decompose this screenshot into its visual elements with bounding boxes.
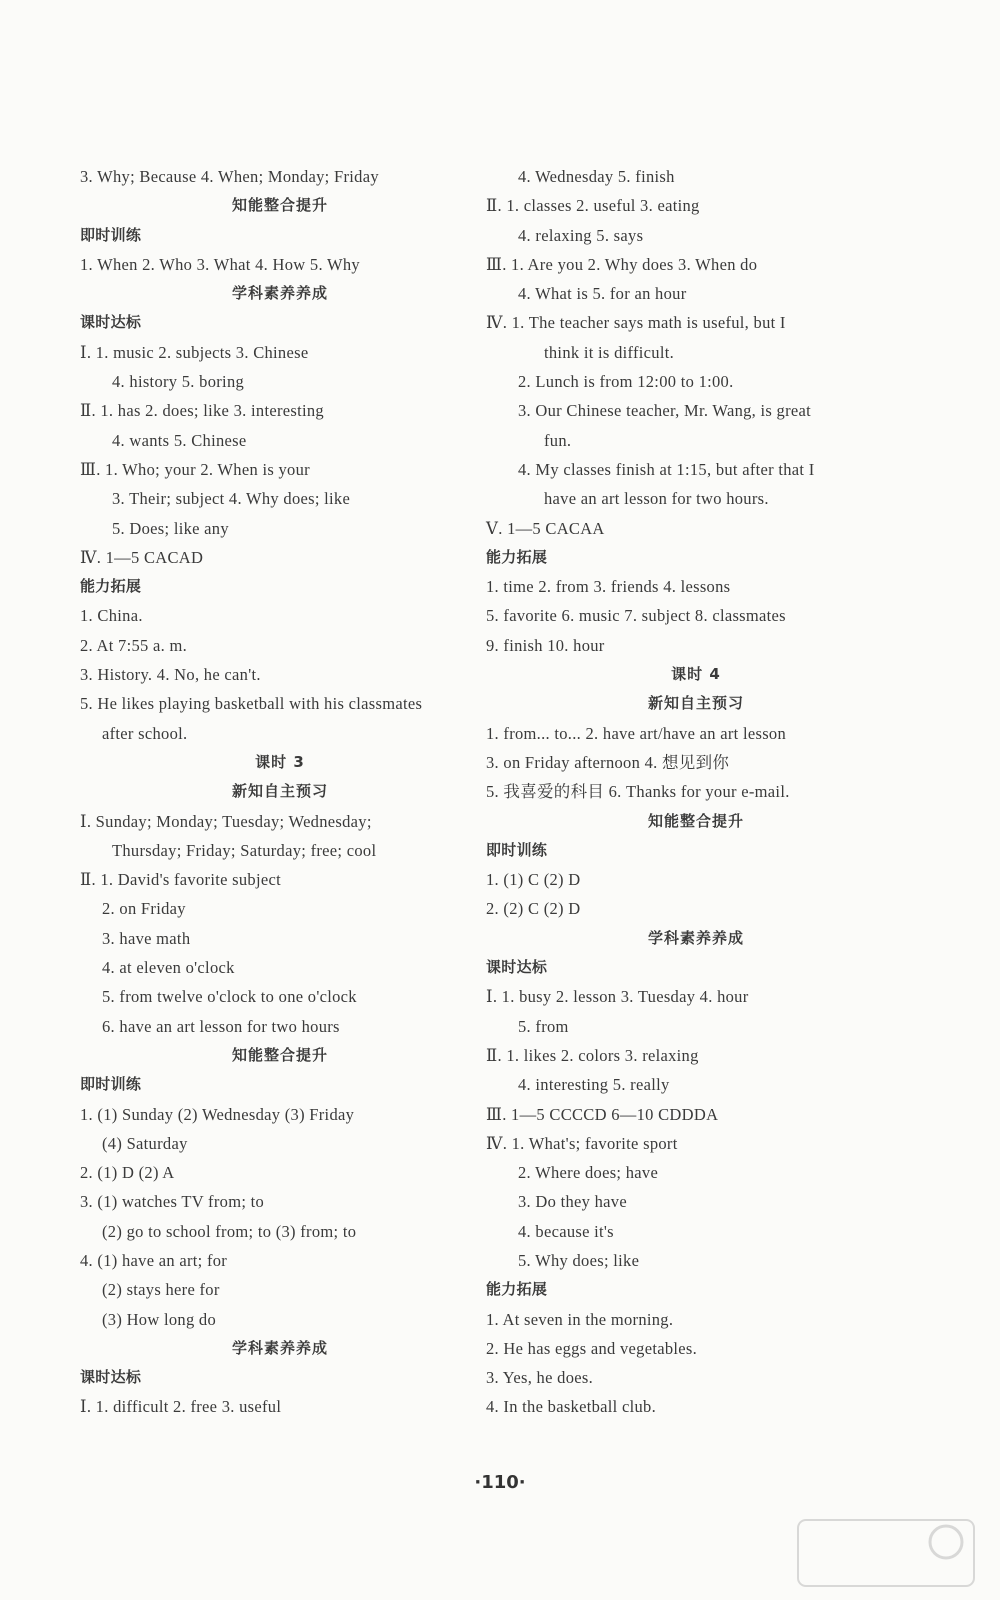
- answer-line: Ⅴ. 1—5 CACAA: [486, 518, 605, 538]
- answer-line: 1. (1) Sunday (2) Wednesday (3) Friday: [80, 1104, 355, 1124]
- answer-line: 1. from... to... 2. have art/have an art lesson: [486, 723, 787, 743]
- answer-line: 4. history 5. boring: [112, 372, 245, 392]
- answer-line: 2. At 7:55 a. m.: [80, 635, 188, 655]
- answer-line: 5. from twelve o'clock to one o'clock: [102, 987, 357, 1007]
- answer-line: Ⅲ. 1. Are you 2. Why does 3. When do: [486, 254, 758, 274]
- answer-line: 6. have an art lesson for two hours: [102, 1016, 340, 1036]
- answer-line: (2) stays here for: [102, 1280, 220, 1300]
- answer-line: Ⅰ. 1. busy 2. lesson 3. Tuesday 4. hour: [486, 987, 749, 1007]
- answer-line: 9. finish 10. hour: [486, 635, 605, 655]
- answer-line: Ⅰ. Sunday; Monday; Tuesday; Wednesday;: [80, 811, 372, 831]
- answer-line: Ⅱ. 1. likes 2. colors 3. relaxing: [486, 1045, 699, 1065]
- answer-line: 4. (1) have an art; for: [80, 1250, 228, 1270]
- section-label: 即时训练: [80, 1075, 142, 1094]
- answer-line: 1. China.: [80, 606, 143, 626]
- answer-line: 2. Lunch is from 12:00 to 1:00.: [518, 372, 734, 392]
- answer-line: 5. Why does; like: [518, 1250, 640, 1270]
- answer-line: Ⅳ. 1. The teacher says math is useful, but I: [486, 313, 786, 333]
- answer-line: Ⅳ. 1. What's; favorite sport: [486, 1133, 678, 1153]
- answer-line: 5. 我喜爱的科目 6. Thanks for your e-mail.: [486, 782, 790, 802]
- answer-line: 4. because it's: [518, 1221, 614, 1241]
- section-heading: 知能整合提升: [231, 1045, 328, 1064]
- section-label: 能力拓展: [80, 577, 142, 596]
- answer-line: 4. In the basketball club.: [486, 1397, 657, 1417]
- section-label: 课时达标: [80, 313, 142, 332]
- answer-line: 3. (1) watches TV from; to: [80, 1192, 265, 1212]
- watermark-frame: [798, 1520, 974, 1586]
- answer-line: 3. Their; subject 4. Why does; like: [112, 489, 351, 509]
- answer-line: 2. on Friday: [102, 899, 186, 919]
- watermark-circle: [930, 1526, 962, 1558]
- answer-line: 3. on Friday afternoon 4. 想见到你: [486, 752, 730, 772]
- answer-line: Ⅱ. 1. David's favorite subject: [80, 870, 281, 890]
- section-heading: 新知自主预习: [231, 782, 328, 801]
- section-label: 课时达标: [80, 1368, 142, 1387]
- section-heading: 知能整合提升: [647, 811, 744, 830]
- section-label: 能力拓展: [486, 547, 548, 566]
- answer-line: Ⅲ. 1—5 CCCCD 6—10 CDDDA: [486, 1104, 719, 1124]
- answer-line: 3. Why; Because 4. When; Monday; Friday: [80, 167, 379, 186]
- answer-line: 4. My classes finish at 1:15, but after that I: [518, 459, 815, 479]
- answer-line: have an art lesson for two hours.: [544, 489, 769, 509]
- section-heading: 课时 4: [671, 665, 721, 684]
- section-label: 即时训练: [486, 840, 548, 859]
- answer-line: 3. History. 4. No, he can't.: [80, 665, 261, 685]
- answer-line: 1. When 2. Who 3. What 4. How 5. Why: [80, 254, 360, 274]
- answer-line: 1. At seven in the morning.: [486, 1309, 674, 1329]
- answer-line: 3. have math: [102, 928, 191, 948]
- section-heading: 学科素养养成: [231, 284, 328, 303]
- answer-line: 4. Wednesday 5. finish: [518, 167, 675, 186]
- answer-line: 2. (1) D (2) A: [80, 1163, 175, 1183]
- answer-line: Thursday; Friday; Saturday; free; cool: [112, 840, 377, 860]
- answer-line: 5. from: [518, 1016, 569, 1036]
- answer-line: 4. What is 5. for an hour: [518, 284, 687, 304]
- answer-line: (2) go to school from; to (3) from; to: [102, 1221, 357, 1241]
- answer-line: Ⅳ. 1—5 CACAD: [80, 547, 204, 567]
- answer-line: Ⅰ. 1. music 2. subjects 3. Chinese: [80, 342, 309, 362]
- answer-line: 4. at eleven o'clock: [102, 958, 235, 978]
- answer-line: 2. (2) C (2) D: [486, 899, 581, 919]
- answer-line: 5. Does; like any: [112, 518, 229, 538]
- section-heading: 学科素养养成: [231, 1338, 328, 1357]
- section-label: 课时达标: [486, 958, 548, 977]
- answer-line: 2. He has eggs and vegetables.: [486, 1338, 698, 1358]
- section-heading: 学科素养养成: [647, 928, 744, 947]
- answer-line: (4) Saturday: [102, 1133, 188, 1153]
- answer-line: fun.: [544, 430, 572, 450]
- section-heading: 课时 3: [255, 752, 305, 771]
- answer-line: 3. Do they have: [518, 1192, 627, 1212]
- answer-line: 4. interesting 5. really: [518, 1075, 670, 1095]
- answer-line: after school.: [102, 723, 188, 743]
- watermark-logo: [796, 1518, 976, 1588]
- answer-line: think it is difficult.: [544, 342, 675, 362]
- section-label: 即时训练: [80, 225, 142, 244]
- answer-line: 1. time 2. from 3. friends 4. lessons: [486, 577, 731, 597]
- answer-line: Ⅱ. 1. has 2. does; like 3. interesting: [80, 401, 324, 421]
- answer-line: 3. Yes, he does.: [486, 1368, 594, 1388]
- answer-line: 5. favorite 6. music 7. subject 8. classmates: [486, 606, 786, 626]
- answer-line: 1. (1) C (2) D: [486, 870, 581, 890]
- answer-line: 4. relaxing 5. says: [518, 225, 644, 245]
- answer-line: Ⅱ. 1. classes 2. useful 3. eating: [486, 196, 700, 216]
- answer-line: 5. He likes playing basketball with his classmates: [80, 694, 423, 714]
- left-column: [80, 162, 480, 1422]
- section-heading: 新知自主预习: [647, 694, 744, 713]
- answer-line: 4. wants 5. Chinese: [112, 430, 247, 450]
- right-column: [486, 162, 906, 1422]
- page-number: ·110·: [474, 1472, 526, 1493]
- answer-line: (3) How long do: [102, 1309, 217, 1329]
- section-label: 能力拓展: [486, 1280, 548, 1299]
- answer-line: 3. Our Chinese teacher, Mr. Wang, is great: [518, 401, 812, 421]
- answer-line: 2. Where does; have: [518, 1163, 659, 1183]
- answer-line: Ⅰ. 1. difficult 2. free 3. useful: [80, 1397, 282, 1417]
- section-heading: 知能整合提升: [231, 196, 328, 215]
- answer-line: Ⅲ. 1. Who; your 2. When is your: [80, 459, 310, 479]
